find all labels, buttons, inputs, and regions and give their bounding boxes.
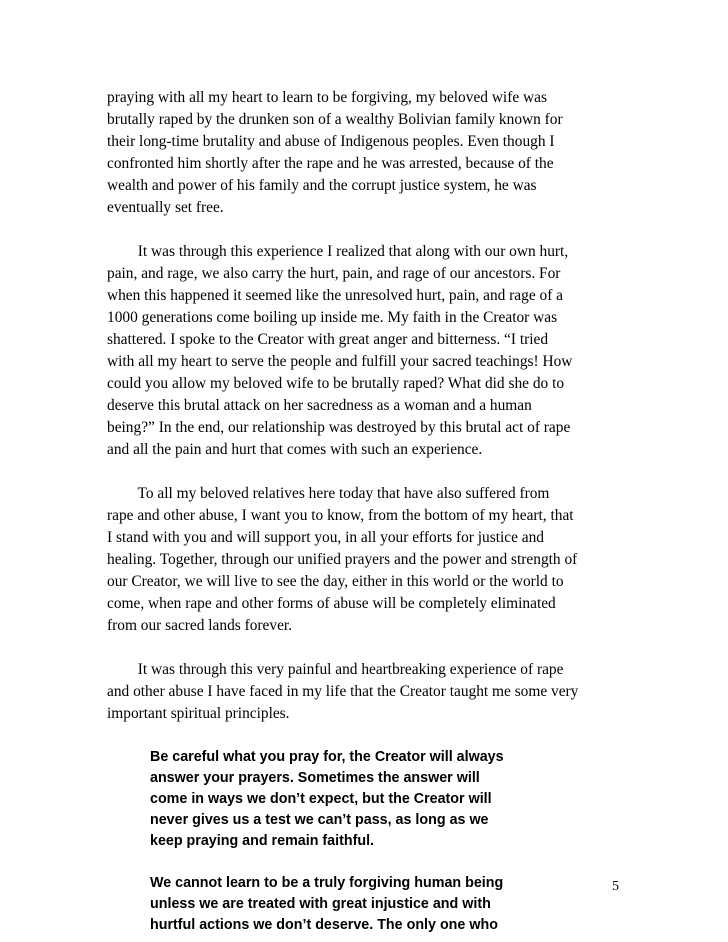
paragraph-1-line: wealth and power of his family and the corrupt justice system, he was — [107, 177, 537, 194]
principle-1-line: never gives us a test we can’t pass, as long as we — [150, 812, 489, 828]
paragraph-3-line: I stand with you and will support you, in all your efforts for justice and — [107, 529, 544, 546]
principle-2-line: We cannot learn to be a truly forgiving human being — [150, 875, 504, 891]
principle-1-line: come in ways we don’t expect, but the Creator will — [150, 791, 492, 807]
principle-2-line: hurtful actions we don’t deserve. The only one who — [150, 917, 498, 933]
page-number: 5 — [612, 879, 619, 894]
paragraph-4-line: and other abuse I have faced in my life that the Creator taught me some very — [107, 683, 579, 700]
paragraph-4-line: It was through this very painful and heartbreaking experience of rape — [107, 661, 564, 678]
paragraph-3-line: healing. Together, through our unified prayers and the power and strength of — [107, 551, 578, 568]
paragraph-4-line: important spiritual principles. — [107, 705, 290, 722]
paragraph-2-line: It was through this experience I realized that along with our own hurt, — [107, 243, 569, 260]
paragraph-3-line: from our sacred lands forever. — [107, 617, 293, 634]
paragraph-2-line: with all my heart to serve the people and fulfill your sacred teachings! How — [107, 353, 573, 370]
paragraph-3-line: To all my beloved relatives here today that have also suffered from — [107, 485, 550, 502]
principle-1-line: Be careful what you pray for, the Creator will always — [150, 749, 504, 765]
paragraph-2-line: being?” In the end, our relationship was destroyed by this brutal act of rape — [107, 419, 571, 436]
paragraph-3-line: come, when rape and other forms of abuse will be completely eliminated — [107, 595, 556, 612]
paragraph-2-line: when this happened it seemed like the unresolved hurt, pain, and rage of a — [107, 287, 564, 304]
paragraph-2-line: could you allow my beloved wife to be brutally raped? What did she do to — [107, 375, 565, 392]
paragraph-1-line: praying with all my heart to learn to be forgiving, my beloved wife was — [107, 89, 547, 106]
paragraph-2-line: shattered. I spoke to the Creator with great anger and bitterness. “I tried — [107, 331, 549, 348]
paragraph-1-line: their long-time brutality and abuse of Indigenous peoples. Even though I — [107, 133, 555, 150]
paragraph-2-line: and all the pain and hurt that comes with such an experience. — [107, 441, 483, 458]
paragraph-1-line: confronted him shortly after the rape and he was arrested, because of the — [107, 155, 554, 172]
paragraph-3-line: our Creator, we will live to see the day, either in this world or the world to — [107, 573, 564, 590]
paragraph-2-line: deserve this brutal attack on her sacredness as a woman and a human — [107, 397, 532, 414]
paragraph-2-line: pain, and rage, we also carry the hurt, pain, and rage of our ancestors. For — [107, 265, 561, 282]
paragraph-3-line: rape and other abuse, I want you to know, from the bottom of my heart, that — [107, 507, 574, 524]
paragraph-2-line: 1000 generations come boiling up inside me. My faith in the Creator was — [107, 309, 558, 326]
principle-1-line: keep praying and remain faithful. — [150, 833, 375, 849]
principle-2-line: unless we are treated with great injustice and with — [150, 896, 491, 912]
paragraph-1-line: eventually set free. — [107, 199, 224, 216]
principle-1-line: answer your prayers. Sometimes the answer will — [150, 770, 480, 786]
paragraph-1-line: brutally raped by the drunken son of a wealthy Bolivian family known for — [107, 111, 563, 128]
